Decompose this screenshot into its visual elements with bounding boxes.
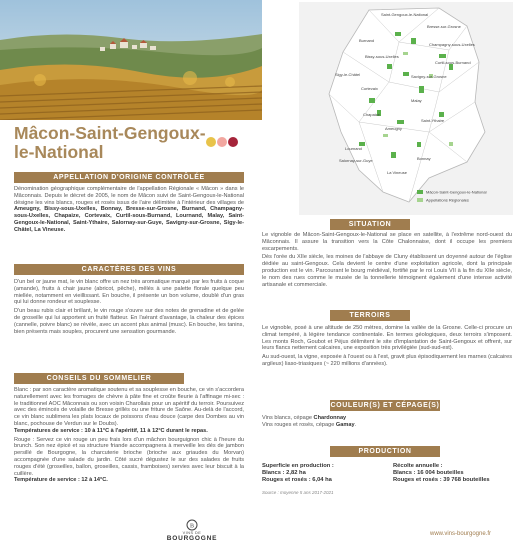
cepage-red-suffix: . xyxy=(354,421,357,428)
conseils-white-temp: Températures de service : 10 à 11°C à l'apéritif, 11 à 12°C durant le repas. xyxy=(14,427,208,434)
map-town-label: Bresse-sur-Grosne xyxy=(427,24,461,29)
appellation-text xyxy=(14,186,244,236)
conseils-text xyxy=(14,387,244,486)
bourgogne-logo xyxy=(157,519,227,545)
map-town-label: Chapaize xyxy=(363,112,380,117)
page-title xyxy=(14,124,214,162)
production-heading: PRODUCTION xyxy=(330,446,440,457)
recolte-rouges: Rouges et rosés : 39 768 bouteilles xyxy=(393,477,490,483)
situation-text xyxy=(262,232,512,290)
production-superficie xyxy=(262,463,392,484)
production-source-note: Source : moyenne 5 ans 2017-2021 xyxy=(262,490,334,495)
title-line-2: le-National xyxy=(14,142,104,162)
conseils-heading: CONSEILS DU SOMMELIER xyxy=(14,373,184,384)
map-town-label: Ameugny xyxy=(385,126,402,131)
terroirs-paragraph-2: Au sud-ouest, la vigne, exposée à l'ouest ou à l'est, gravit plus épisodiquement les marnes (calcaires argileux) liaso-triasiques (~ 220 millions d'années). xyxy=(262,354,512,367)
conseils-white: Blanc : par son caractère aromatique soutenu et sa souplesse en bouche, ce vin s'accordera naturellement avec les fromages de chèvre à pâte fine et croûte fleurie à l'affinage mi-sec : le traditionnel AOC Mâconnais ou son voisin Charollais pour un apéritif du terroir. Poursuivez avec des émincés de volaille de Bresse grillés ou une friture de Saône. Au-delà de l'accord, ce vin blanc sublimera les plats locaux de poissons d'eau douce (carpe des Dombes au vin blanc, pochouse de Verdun sur le Doubs). xyxy=(14,387,244,427)
recolte-label: Récolte annuelle : xyxy=(393,463,443,469)
conseils-red-temp: Température de service : 12 à 14°C. xyxy=(14,477,108,484)
cepage-white-grape: Chardonnay xyxy=(313,415,347,421)
legend-aoc-label: Mâcon-Saint-Gengoux-le-National xyxy=(426,189,487,195)
red-wine-icon xyxy=(228,137,238,147)
caracteres-white: D'un bel or jaune mat, le vin blanc offre un nez très aromatique marqué par les fruits à coque (amande), fruits à chair jaune (abricot, pêche), mêlés à une palette florale quelque peu miellée, notamment en vieillissant. En bouche, il présente un bon volume, doublé d'un gras qui lui donne rondeur et souplesse. xyxy=(14,279,244,306)
superficie-label: Superficie en production : xyxy=(262,463,334,469)
rose-wine-icon xyxy=(217,137,227,147)
white-wine-icon xyxy=(206,137,216,147)
cepages-text xyxy=(262,415,512,429)
title-line-1: Mâcon-Saint-Gengoux- xyxy=(14,123,206,143)
situation-paragraph-2: Dès l'orée du XIIe siècle, les moines de l'abbaye de Cluny établissent un doyenné autour de l'église dédiée au saint-Gengoux. Cela devient le centre d'une exploitation agricole, dont la principale production est le vin. Parcourant le bourg médiéval, fortifié par le roi Louis VII à la fin du XIIe siècle, le nom des rues comme le musée de la tonnellerie témoignent également d'une intense activité artisanale et commerciale. xyxy=(262,254,512,288)
superficie-blancs: Blancs : 2,82 ha xyxy=(262,470,306,476)
appellation-villages: Ameugny, Bissy-sous-Uxelles, Bonnay, Bresse-sur-Grosne, Burnand, Champagny-sous-Uxelles, Chapaize, Cortevaix, Curtil-sous-Burnand, Lournand, Malay, Saint-Gengoux-le-National, Saint-Ythaire, Salornay-sur-Guye, Savigny-sur-Grosne, Sigy-le-Châtel, La Vineuse. xyxy=(14,206,244,233)
conseils-red: Rouge : Servez ce vin rouge un peu frais lors d'un mâchon bourguignon chic à l'heure du brunch. Son nez épicé et sa structure friande accompagnera à merveille les dés de jambon persillé de Bourgogne, la charcuterie brioche (brioche aux griaudes du Morvan) accompagnée d'une salade du jardin. Côté sucré dégustez le sur des salades de fruits rouges d'été (groseilles, ballon, groseilles, cassis, framboises) servies avec leur biscuit à la cuillère. xyxy=(14,436,244,477)
logo-emblem-icon xyxy=(185,519,199,531)
map-town-label: Saint-Gengoux-le-National xyxy=(381,12,429,17)
appellation-paragraph: Dénomination géographique complémentaire de l'appellation Régionale « Mâcon » dans le Mâconnais. Depuis le décret de 2005, le nom de Mâcon suivi de Saint-Gengoux-le-National désigne les vins blancs, rouges et rosés issus de l'aire délimitée à l'intérieur des villages de xyxy=(14,186,244,206)
logo-big-text: BOURGOGNE xyxy=(166,535,218,542)
map-town-label: Bissy-sous-Uxelles xyxy=(365,54,399,59)
map-town-label: Savigny-sur-Grosne xyxy=(411,74,447,79)
map-town-label: La Vineuse xyxy=(387,170,407,175)
terroirs-heading: TERROIRS xyxy=(330,310,410,321)
map-town-label: Cortevaix xyxy=(361,86,378,91)
map-town-label: Champagny-sous-Uxelles xyxy=(429,42,475,47)
terroirs-text xyxy=(262,325,512,370)
recolte-blancs: Blancs : 16 004 bouteilles xyxy=(393,470,464,476)
cepage-red-grape: Gamay xyxy=(335,421,355,428)
superficie-rouges: Rouges et rosés : 6,04 ha xyxy=(262,477,332,483)
wine-color-icons xyxy=(205,134,241,150)
cepage-red-label: Vins rouges et rosés, cépage xyxy=(262,421,336,428)
terroirs-paragraph-1: Le vignoble, posé à une altitude de 250 mètres, domine la vallée de la Grosne. Celle-ci procure un climat tempéré, à légère tendance continentale. En termes géologiques, deux terroirs s'imposent. Les monts Roch, Goubot et Péjus délimitent le site d'implantation de Saint-Gengoux et offrent, sur leurs flancs nettement calcaires, une exposition très privilégiée (sud-sud-est). xyxy=(262,325,512,352)
map-town-label: Sigy-le-Châtel xyxy=(335,72,361,77)
caracteres-heading: CARACTÈRES DES VINS xyxy=(14,264,244,275)
appellation-heading: APPELLATION D'ORIGINE CONTRÔLÉE xyxy=(14,172,244,183)
situation-heading: SITUATION xyxy=(330,219,410,230)
vineyard-photo xyxy=(0,0,262,120)
svg-text:B: B xyxy=(189,523,195,530)
map-town-label: Salornay-sur-Guye xyxy=(339,158,373,163)
production-recolte xyxy=(393,463,518,484)
caracteres-red: D'un beau rubis clair et brillant, le vin rouge s'ouvre sur des notes de grenadine et de gelée de groseille qui lui apportent un fruité flatteur. En l'aérant d'avantage, la chaleur des épices (cannelle, poivre blanc) se révèle, avec un accent plus animal (musc). En bouche, les tanins, bien présents mais souples, procurent une sensation gourmande. xyxy=(14,308,244,335)
caracteres-text xyxy=(14,279,244,337)
map-town-label: Saint-Ythaire xyxy=(421,118,445,123)
situation-paragraph-1: Le vignoble de Mâcon-Saint-Gengoux-le-National se place en satellite, à l'extrême nord-ouest du Mâconnais. Il assure la transition vers la Côte Chalonnaise, dont il occupe les premiers escarpements. xyxy=(262,232,512,252)
map-town-label: Bonnay xyxy=(417,156,431,161)
map-town-label: Lournand xyxy=(345,146,362,151)
map-town-label: Curtil-sous-Burnand xyxy=(435,60,471,65)
map-town-label: Malay xyxy=(411,98,422,103)
logo-small-text: VINS DE xyxy=(182,531,202,535)
cepages-heading: COULEUR(S) ET CÉPAGE(S) xyxy=(330,402,440,409)
website-link[interactable]: www.vins-bourgogne.fr xyxy=(430,531,492,537)
cepage-white-label: Vins blancs, cépage xyxy=(262,415,314,421)
legend-regional-label: Appellations Régionales xyxy=(426,197,469,203)
map-town-label: Burnand xyxy=(359,38,375,43)
appellation-map xyxy=(299,2,513,215)
